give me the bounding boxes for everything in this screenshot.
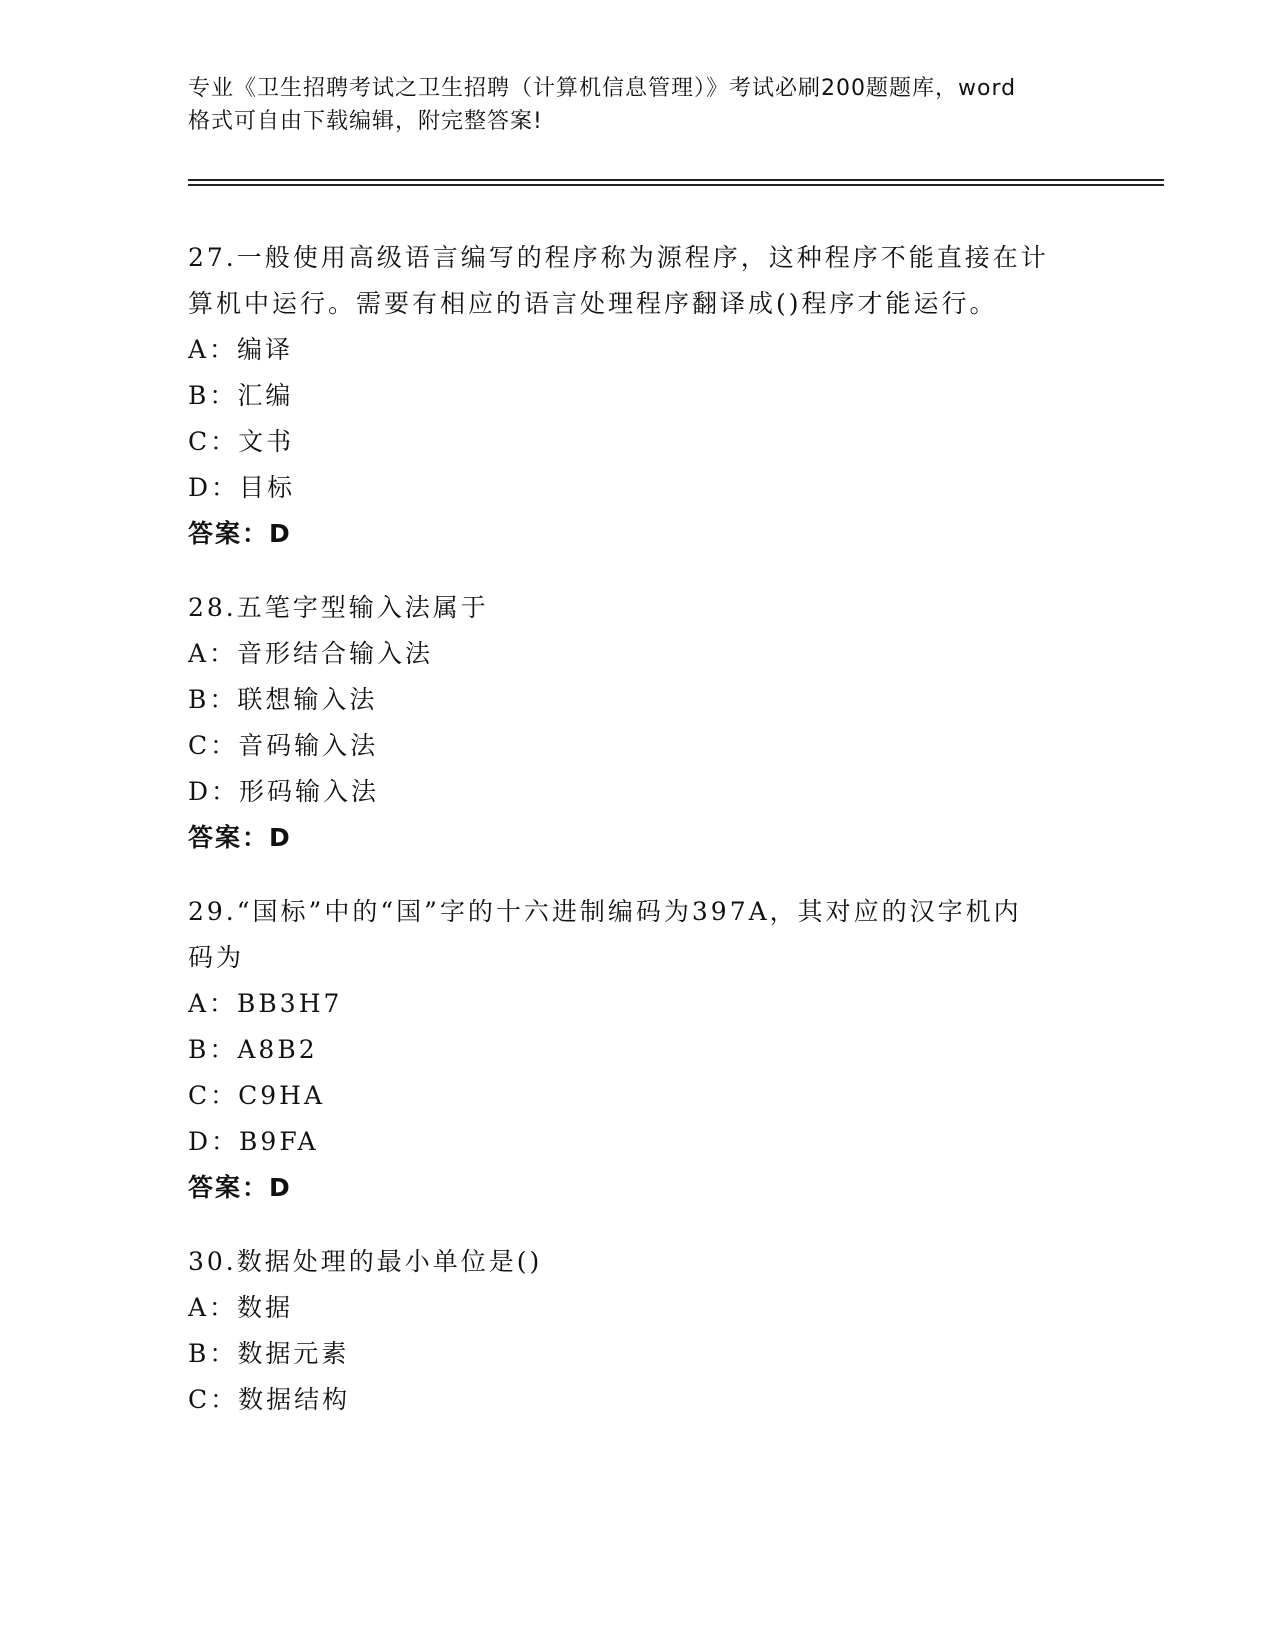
question-stem [188, 1239, 1088, 1285]
option-c: C：文书 [188, 427, 295, 456]
option-c: C：音码输入法 [188, 731, 379, 760]
document-header [188, 72, 1088, 138]
question-30 [188, 1239, 1088, 1423]
option-a: A：音形结合输入法 [188, 639, 434, 668]
question-list [188, 235, 1088, 1451]
question-stem-line: 27.一般使用高级语言编写的程序称为源程序，这种程序不能直接在计 [188, 243, 1049, 272]
question-27 [188, 235, 1088, 557]
option-b: B：汇编 [188, 381, 294, 410]
option-b: B：数据元素 [188, 1339, 350, 1368]
question-stem [188, 585, 1088, 631]
option-c: C：C9HA [188, 1081, 326, 1110]
option-a: A：数据 [188, 1293, 294, 1322]
question-stem-line: 算机中运行。需要有相应的语言处理程序翻译成()程序才能运行。 [188, 289, 998, 318]
question-28 [188, 585, 1088, 861]
option-b: B：A8B2 [188, 1035, 318, 1064]
answer: 答案：D [188, 1173, 292, 1202]
question-stem-line: 30.数据处理的最小单位是() [188, 1247, 543, 1276]
header-line-2: 格式可自由下载编辑，附完整答案! [188, 109, 543, 134]
question-stem-line: 码为 [188, 943, 245, 972]
question-29 [188, 889, 1088, 1211]
question-stem [188, 889, 1088, 981]
header-line-1: 专业《卫生招聘考试之卫生招聘（计算机信息管理）》考试必刷200题题库，word [188, 76, 1017, 101]
header-divider-bottom [188, 184, 1164, 186]
option-d: D：目标 [188, 473, 296, 502]
question-stem-line: 29.“国标”中的“国”字的十六进制编码为397A，其对应的汉字机内 [188, 897, 1022, 926]
question-stem [188, 235, 1088, 327]
option-d: D：形码输入法 [188, 777, 380, 806]
question-stem-line: 28.五笔字型输入法属于 [188, 593, 489, 622]
answer: 答案：D [188, 519, 292, 548]
option-a: A：BB3H7 [188, 989, 343, 1018]
answer: 答案：D [188, 823, 292, 852]
option-d: D：B9FA [188, 1127, 319, 1156]
option-a: A：编译 [188, 335, 294, 364]
header-divider-top [188, 179, 1164, 181]
option-b: B：联想输入法 [188, 685, 378, 714]
option-c: C：数据结构 [188, 1385, 351, 1414]
